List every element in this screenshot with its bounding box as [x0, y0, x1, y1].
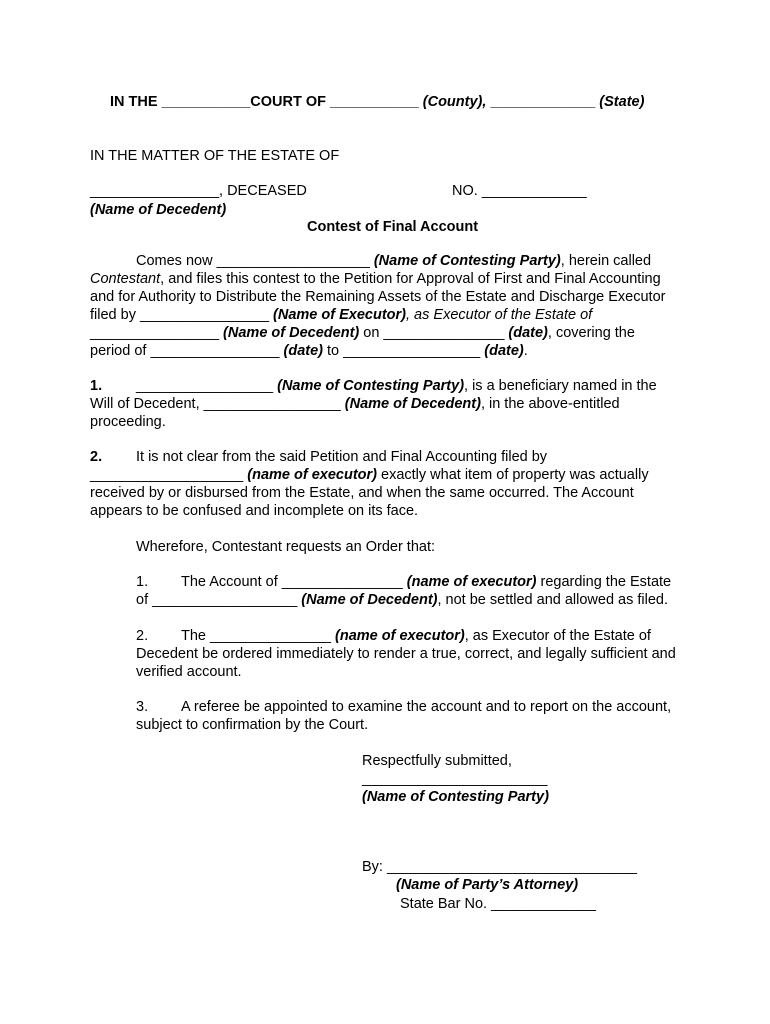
executor-blank: ___________________: [90, 467, 244, 483]
date-blank: _________________: [343, 343, 481, 359]
header-county-label: (County),: [418, 94, 491, 110]
date-blank: _______________: [383, 325, 505, 341]
case-number: [452, 182, 587, 200]
by-label: By:: [362, 859, 387, 875]
attorney-blank: _______________________________: [386, 859, 637, 875]
intro-text: , and files this contest to the Petition for Approval of First and Final Accounting: [160, 271, 661, 287]
para1-line-3: proceeding.: [90, 414, 166, 430]
intro-line-2: [90, 270, 661, 288]
date-blank: ________________: [150, 343, 280, 359]
para2-line-4: appears to be confused and incomplete on its face.: [90, 503, 419, 519]
para1-line-2: [90, 395, 620, 413]
executor-label: (name of executor): [243, 467, 377, 483]
attorney-signature-line: [362, 858, 637, 876]
decedent-blank: ________________: [90, 183, 220, 199]
intro-text: to: [323, 343, 344, 359]
document-title: Contest of Final Account: [307, 219, 479, 235]
decedent-label: (Name of Decedent): [340, 396, 481, 412]
order2-line-3: verified account.: [136, 664, 242, 680]
order1-line-1: [181, 573, 671, 591]
header-county-blank: ___________: [330, 94, 419, 110]
intro-line-6: [90, 342, 528, 360]
executor-blank: _______________: [281, 574, 403, 590]
intro-text: , herein called: [560, 253, 652, 269]
order2-text: , as Executor of the Estate of: [464, 628, 651, 644]
para2-text: exactly what item of property was actually: [376, 467, 649, 483]
intro-text: period of: [90, 343, 151, 359]
order2-line-1: [181, 627, 651, 645]
order1-line-2: [136, 591, 668, 609]
order1-number: 1.: [136, 574, 149, 590]
wherefore-line: Wherefore, Contestant requests an Order that:: [136, 539, 436, 555]
decedent-blank: ________________: [90, 325, 220, 341]
intro-line-5: [90, 324, 635, 342]
para2-line-3: received by or disbursed from the Estate, and when the same occurred. The Account: [90, 485, 634, 501]
intro-text: .: [523, 343, 528, 359]
intro-line-4: [90, 306, 592, 324]
header-court-of: COURT OF: [250, 94, 331, 110]
decedent-label: (Name of Decedent): [297, 592, 438, 608]
decedent-blank: _________________: [203, 396, 341, 412]
order1-text: The Account of: [181, 574, 282, 590]
intro-text: , as Executor of the Estate of: [406, 307, 593, 323]
para1-line-1: [136, 377, 657, 395]
date-label: (date): [279, 343, 323, 359]
matter-line: IN THE MATTER OF THE ESTATE OF: [90, 148, 340, 164]
order3-line-1: A referee be appointed to examine the account and to report on the account,: [181, 699, 672, 715]
intro-text: Comes now: [136, 253, 217, 269]
contesting-party-signature-label: (Name of Contesting Party): [362, 789, 549, 805]
order3-line-2: subject to confirmation by the Court.: [136, 717, 369, 733]
date-label: (date): [504, 325, 548, 341]
intro-text: , covering the: [547, 325, 635, 341]
para2-number: 2.: [90, 449, 103, 465]
contesting-party-label: (Name of Contesting Party): [273, 378, 465, 394]
contesting-party-blank: _________________: [136, 378, 274, 394]
signature-line: _______________________: [362, 771, 548, 787]
order3-number: 3.: [136, 699, 149, 715]
contesting-party-label: (Name of Contesting Party): [369, 253, 561, 269]
order1-text: regarding the Estate: [536, 574, 672, 590]
intro-line-1: [136, 252, 651, 270]
deceased-label: , DECEASED: [219, 183, 307, 199]
date-label: (date): [480, 343, 524, 359]
order2-number: 2.: [136, 628, 149, 644]
intro-text: filed by: [90, 307, 140, 323]
decedent-blank: __________________: [152, 592, 298, 608]
case-number-label: NO.: [452, 183, 482, 199]
court-header: [110, 93, 644, 111]
contestant-term: Contestant: [90, 271, 161, 287]
executor-blank: _______________: [210, 628, 331, 644]
state-bar-label: State Bar No.: [400, 896, 492, 912]
intro-line-3: and for Authority to Distribute the Remaining Assets of the Estate and Discharge Executor: [90, 289, 666, 305]
order2-line-2: Decedent be ordered immediately to render a true, correct, and legally sufficient and: [136, 646, 676, 662]
header-court-blank: ___________: [161, 94, 251, 110]
header-in-the: IN THE: [110, 94, 162, 110]
intro-text: on: [359, 325, 384, 341]
case-number-blank: _____________: [481, 183, 587, 199]
executor-label: (name of executor): [330, 628, 465, 644]
para1-text: , is a beneficiary named in the: [464, 378, 657, 394]
header-state-blank: _____________: [490, 94, 596, 110]
para1-number: 1.: [90, 378, 103, 394]
order1-text: , not be settled and allowed as filed.: [437, 592, 669, 608]
header-state-label: (State): [595, 94, 645, 110]
para1-text: , in the above-entitled: [480, 396, 620, 412]
para1-text: Will of Decedent,: [90, 396, 204, 412]
respectfully-submitted: Respectfully submitted,: [362, 753, 512, 769]
state-bar-blank: _____________: [491, 896, 596, 912]
contesting-party-blank: ___________________: [216, 253, 370, 269]
decedent-name-label: (Name of Decedent): [90, 202, 227, 218]
decedent-line: [90, 182, 307, 200]
state-bar-number: [400, 895, 596, 913]
order2-text: The: [181, 628, 211, 644]
para2-line-1: It is not clear from the said Petition and Final Accounting filed by: [136, 449, 548, 465]
executor-label: (Name of Executor): [269, 307, 406, 323]
executor-blank: ________________: [139, 307, 270, 323]
order1-text: of: [136, 592, 153, 608]
decedent-label: (Name of Decedent): [219, 325, 360, 341]
attorney-name-label: (Name of Party’s Attorney): [396, 877, 579, 893]
executor-label: (name of executor): [402, 574, 537, 590]
para2-line-2: [90, 466, 649, 484]
